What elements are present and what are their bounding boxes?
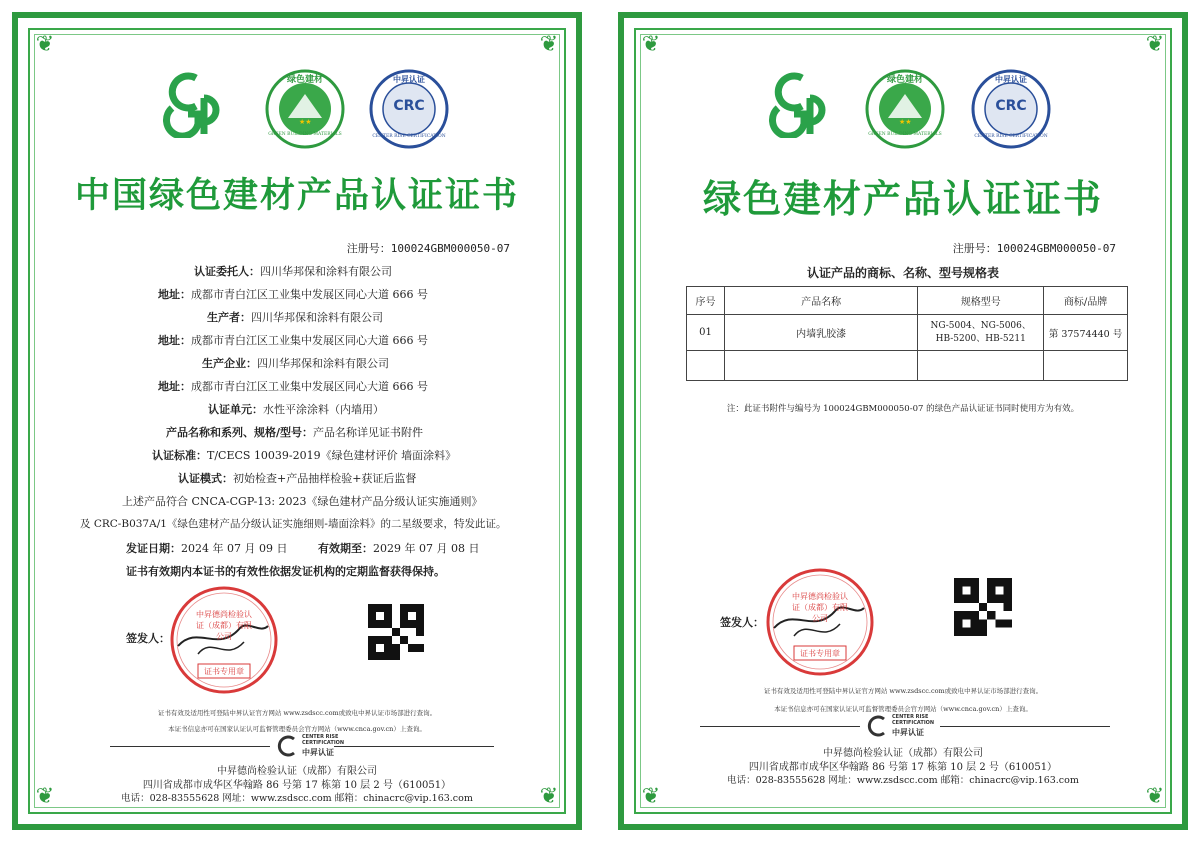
corner-ornament-icon: ❦	[539, 32, 559, 57]
crc-logo-ring-text: CENTER RISE CERTIFICATION	[974, 134, 1048, 139]
conformity-statement-line2: 及 CRC-B037A/1《绿色建材产品分级认证实施细则-墙面涂料》的二星级要求，特发此证。	[80, 518, 507, 530]
registration-number-label: 注册号：	[952, 242, 997, 255]
issuer-company: 中昇德尚检验认证（成都）有限公司	[217, 766, 377, 777]
cell-model: NG-5004、NG-5006、 HB-5200、HB-5211	[918, 315, 1044, 351]
registration-number-value: 100024GBM000050-07	[996, 242, 1116, 255]
issuer-contact: 电话：028-83555628 网址：www.zsdscc.com 邮箱：chinacrc@vip.163.com	[727, 775, 1079, 786]
green-building-logo-cn: 绿色建材	[886, 75, 923, 85]
logo-row	[18, 68, 576, 150]
field-producer: 生产者：四川华邦保和涂料有限公司	[207, 311, 383, 324]
col-header-product-name: 产品名称	[724, 287, 917, 315]
cell-no: 01	[687, 315, 725, 351]
field-client: 认证委托人：四川华邦保和涂料有限公司	[194, 265, 392, 278]
field-product-name: 产品名称和系列、规格/型号：产品名称详见证书附件	[166, 426, 424, 439]
qr-code-icon	[368, 604, 424, 660]
signer-label: 签发人：	[126, 632, 170, 645]
crc-logo-cn: 中昇认证	[995, 74, 1027, 84]
issuer-contact: 电话：028-83555628 网址：www.zsdscc.com 邮箱：chinacrc@vip.163.com	[121, 793, 473, 804]
corner-ornament-icon: ❦	[641, 32, 661, 57]
verify-note-1: 证书有效及适用性可登陆中昇认证官方网站 www.zsdscc.com或致电中昇认证市场部进行查询。	[763, 687, 1043, 695]
annex-title: 绿色建材产品认证证书	[702, 177, 1103, 221]
seal-bottom-text: 证书专用章	[800, 649, 840, 658]
certificate-main	[12, 12, 582, 830]
green-building-logo-en: GREEN BUILDING MATERIALS	[868, 132, 942, 137]
conformity-statement-line1: 上述产品符合 CNCA-CGP-13: 2023《绿色建材产品分级认证实施通则》	[122, 495, 483, 508]
verify-note-2: 本证书信息亦可在国家认证认可监督管理委员会官方网站（www.cnca.gov.cn）上查询。	[774, 705, 1032, 713]
issuer-address: 四川省成都市成华区华翰路 86 号第 17 栋第 10 层 2 号（610051）	[748, 762, 1058, 773]
corner-ornament-icon: ❦	[1145, 784, 1165, 809]
table-row-empty	[687, 351, 1128, 381]
field-certification-mode: 认证模式：初始检查+产品抽样检验+获证后监督	[178, 472, 417, 485]
corner-ornament-icon: ❦	[641, 784, 661, 809]
corner-ornament-icon: ❦	[35, 32, 55, 57]
crc-logo-text: CRC	[393, 98, 425, 114]
col-header-brand: 商标/品牌	[1044, 287, 1128, 315]
certificate-title: 中国绿色建材产品认证证书	[74, 176, 519, 216]
table-title: 认证产品的商标、名称、型号规格表	[806, 266, 999, 280]
decorative-border-inner	[34, 34, 560, 808]
annex-note: 注：此证书附件与编号为 100024GBM000050-07 的绿色产品认证证书同时使用方为有效。	[726, 404, 1080, 414]
registration-number-value: 100024GBM000050-07	[390, 242, 510, 255]
seal-text: 中昇德尚检验认证（成都）有限公司	[196, 610, 252, 641]
seal-text: 中昇德尚检验认证（成都）有限公司	[792, 592, 848, 623]
cgp-logo-icon	[764, 68, 834, 138]
verify-note-1: 证书有效及适用性可登陆中昇认证官方网站 www.zsdscc.com或致电中昇认证市场部进行查询。	[157, 709, 437, 717]
certificate-annex	[618, 12, 1188, 830]
product-spec-table	[686, 286, 1128, 381]
svg-text:★★: ★★	[299, 118, 312, 126]
footer-logo-en: CENTER RISE CERTIFICATION	[302, 734, 345, 746]
corner-ornament-icon: ❦	[35, 784, 55, 809]
issue-date: 发证日期：2024 年 07 月 09 日	[126, 542, 288, 555]
field-manufacturer-address: 地址：成都市青白江区工业集中发展区同心大道 666 号	[158, 380, 428, 393]
issuer-address: 四川省成都市成华区华翰路 86 号第 17 栋第 10 层 2 号（610051）	[142, 780, 452, 791]
footer-logo-cn: 中昇认证	[892, 727, 924, 737]
corner-ornament-icon: ❦	[539, 784, 559, 809]
footer-divider-right	[940, 726, 1110, 727]
crc-logo-text: CRC	[995, 98, 1027, 114]
field-producer-address: 地址：成都市青白江区工业集中发展区同心大道 666 号	[158, 334, 428, 347]
crc-footer-logo-icon	[276, 734, 300, 758]
footer-logo-cn: 中昇认证	[302, 747, 334, 757]
field-manufacturer: 生产企业：四川华邦保和涂料有限公司	[202, 357, 389, 370]
signer-label: 签发人：	[720, 616, 764, 629]
table-header-row	[687, 287, 1128, 315]
col-header-no: 序号	[687, 287, 725, 315]
col-header-model: 规格型号	[918, 287, 1044, 315]
registration-number	[347, 240, 510, 256]
registration-number	[953, 240, 1116, 256]
green-building-logo-cn: 绿色建材	[286, 75, 323, 85]
field-standard: 认证标准：T/CECS 10039-2019《绿色建材评价 墙面涂料》	[152, 449, 457, 462]
footer-divider-left	[700, 726, 860, 727]
registration-number-label: 注册号：	[346, 242, 391, 255]
cgp-logo-icon	[158, 68, 228, 138]
svg-text:★★: ★★	[899, 118, 912, 126]
footer-divider-left	[110, 746, 270, 747]
footer-logo-en: CENTER RISE CERTIFICATION	[892, 714, 935, 726]
green-building-logo-en: GREEN BUILDING MATERIALS	[268, 132, 342, 137]
qr-code-icon	[954, 578, 1012, 636]
field-certification-unit: 认证单元：水性平涂涂料（内墙用）	[208, 403, 384, 416]
field-client-address: 地址：成都市青白江区工业集中发展区同心大道 666 号	[158, 288, 428, 301]
crc-logo-cn: 中昇认证	[393, 74, 425, 84]
logo-row	[624, 68, 1182, 150]
crc-logo-ring-text: CENTER RISE CERTIFICATION	[372, 134, 446, 139]
cell-product-name: 内墙乳胶漆	[724, 315, 917, 351]
corner-ornament-icon: ❦	[1145, 32, 1165, 57]
cell-brand: 第 37574440 号	[1044, 315, 1128, 351]
validity-note: 证书有效期内本证书的有效性依据发证机构的定期监督获得保持。	[126, 565, 445, 578]
footer-divider-right	[334, 746, 494, 747]
seal-bottom-text: 证书专用章	[204, 667, 244, 676]
verify-note-2: 本证书信息亦可在国家认证认可监督管理委员会官方网站（www.cnca.gov.cn）上查询。	[168, 725, 426, 733]
crc-footer-logo-icon	[866, 714, 890, 738]
valid-until: 有效期至：2029 年 07 月 08 日	[318, 542, 480, 555]
table-row	[687, 315, 1128, 351]
issuer-company: 中昇德尚检验认证（成都）有限公司	[823, 748, 983, 759]
